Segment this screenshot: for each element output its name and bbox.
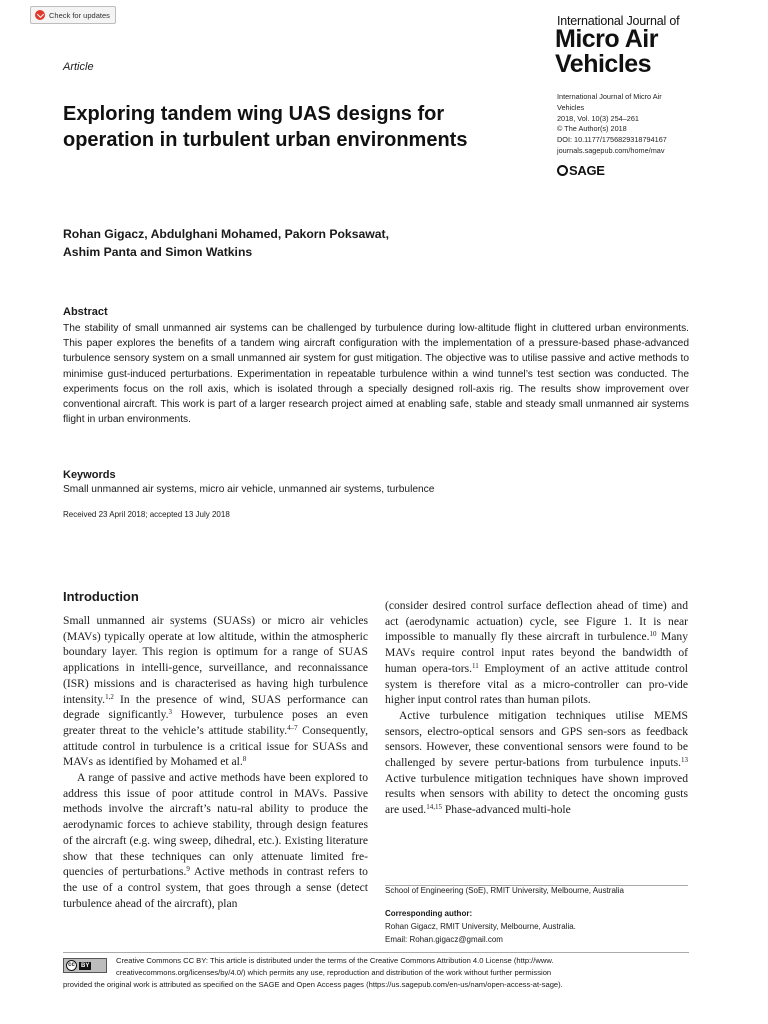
license-text-line: provided the original work is attributed as specified on the SAGE and Open Access pages (https://us.sagepub.com/en-us/nam/open-access-at-sage). [63,980,563,989]
journal-name-line2: Vehicles [555,50,652,78]
body-column-right [385,598,688,818]
publisher-name: SAGE [569,163,605,178]
paragraph [63,613,368,770]
paragraph [385,708,688,818]
text-run: (consider desired control surface deflection ahead of time) and act (aerodynamic actuation) cycle, see Figure 1. It is near impossible to manually fly these aircraft in turbulence. [385,599,688,644]
affiliation-block [385,885,688,895]
citation[interactable]: 13 [681,756,688,765]
text-run: Active methods in contrast refers to the use of a control system, that goes through a sense (detect turbulence ahead of the aircraft), plan [63,865,368,910]
text-run: Many MAVs require control input rates beyond the bandwidth of human opera-tors. [385,630,688,675]
meta-line: International Journal of Micro Air [557,92,662,101]
sage-logo-icon [557,165,568,176]
paragraph [385,598,688,708]
citation[interactable]: 4–7 [287,723,298,732]
abstract-text: The stability of small unmanned air systems can be challenged by turbulence during low-altitude flight in cluttered urban environments. This paper explores the benefits of a tandem wing aircraft configuration with the implementation of a pressure-based phase-advanced turbulence sensory system on a small unmanned air system for gust mitigation. The objective was to utilise passive and active methods to minimise gust-induced perturbations. Experimentation in repeatable turbulence within a wind tunnel’s test section was conducted. The experiments focus on the roll axis, which is isolated through a specially designed roll-axis rig. The results show improvement over conventional aircraft. This work is part of a larger research project aimed at enabling safe, stable and steady small unmanned air systems flight in urban environments. [63,323,689,426]
keywords-heading: Keywords [63,469,116,481]
abstract-heading: Abstract [63,306,108,318]
update-check-icon [35,10,45,20]
corresponding-author-heading: Corresponding author: [385,909,473,918]
journal-name-line1: Micro Air [555,25,658,53]
citation[interactable]: 3 [168,708,172,717]
meta-line: Vehicles [557,102,585,112]
body-column-left [63,613,368,911]
citation[interactable]: 9 [186,865,190,874]
keywords-text: Small unmanned air systems, micro air vehicle, unmanned air systems, turbulence [63,484,435,495]
text-run: Consequently, attitude control in turbulence is a critical issue for SUASs and MAVs as identified by Mohamed et al. [63,723,368,769]
doi[interactable]: DOI: 10.1177/1756829318794167 [557,135,667,145]
authors-line: Ashim Panta and Simon Watkins [63,245,253,259]
text-run: However, turbulence poses an even greater threat to the vehicle’s attitude stability. [63,708,368,737]
cc-license-badge [63,958,107,973]
citation[interactable]: 14,15 [426,803,442,812]
text-run: Small unmanned air systems (SUASs) or micro air vehicles (MAVs) typically operate at low altitude, within the atmospheric boundary layer. This region is optimum for a range of SUAS applications in intelli-gence, surveillance, and reconnaissance (ISR) missions and is characterised as having high turbulence intensity. [63,614,368,706]
journal-meta [557,92,717,157]
text-run: Active turbulence mitigation techniques utilise MEMS sensors, electro-optical sensors and GPS sen-sors as feedback sensors. However, these conventional sensors were found to be challenged by severe pertur-bations from turbulence inputs. [385,708,688,770]
citation[interactable]: 10 [649,630,657,639]
corresponding-author-address: Rohan Gigacz, RMIT University, Melbourne, Australia. [385,922,576,931]
introduction-heading: Introduction [63,589,139,604]
license-text-line: Creative Commons CC BY: This article is distributed under the terms of the Creative Commons Attribution 4.0 License (http://www. [116,956,554,965]
publisher-logo [557,163,605,178]
article-title: Exploring tandem wing UAS designs for operation in turbulent urban environments [63,103,468,151]
corresponding-author-email[interactable]: Email: Rohan.gigacz@gmail.com [385,935,503,944]
text-run: A range of passive and active methods have been explored to address this issue of poor attitude control in MAVs. Passive methods involve the aircraft’s natu-ral ability to produce the aerodynamic forces to achieve stability, through design features of the aircraft (e.g. wing sweep, dihedral, etc.). Existing literature show that these techniques can only attenuate limited fre-quencies of perturbations. [63,771,368,879]
paragraph [63,770,368,911]
by-icon: BY [81,962,90,969]
journal-name-top: International Journal of [557,14,680,28]
authors-line: Rohan Gigacz, Abdulghani Mohamed, Pakorn Poksawat, [63,227,389,241]
citation[interactable]: 11 [472,661,479,670]
received-dates: Received 23 April 2018; accepted 13 July 2018 [63,510,230,519]
check-for-updates-label: Check for updates [49,10,110,20]
text-run: Employment of an active attitude control system is therefore vital as a micro-controller can pro-vide higher input control rates than human pilots. [385,661,688,707]
journal-url[interactable]: journals.sagepub.com/home/mav [557,145,665,155]
meta-line: © The Author(s) 2018 [557,124,627,134]
license-divider [63,952,689,953]
cc-icon: cc [66,960,77,971]
citation[interactable]: 8 [242,755,247,764]
citation[interactable]: 1,2 [105,692,114,701]
check-for-updates-button[interactable] [30,6,116,24]
affiliation: School of Engineering (SoE), RMIT University, Melbourne, Australia [385,886,624,895]
license-text-line: creativecommons.org/licenses/by/4.0/) which permits any use, reproduction and distribution of the work without further permission [116,968,552,977]
text-run: Phase-advanced multi-hole [441,803,571,817]
article-type: Article [63,61,94,73]
author-list [63,225,523,261]
meta-line: 2018, Vol. 10(3) 254–261 [557,113,639,123]
text-run: In the presence of wind, SUAS performance can degrade significantly. [63,692,368,722]
text-run: Active turbulence mitigation techniques have shown improved results when sensors with ability to detect the oncoming gusts are used. [385,771,688,817]
